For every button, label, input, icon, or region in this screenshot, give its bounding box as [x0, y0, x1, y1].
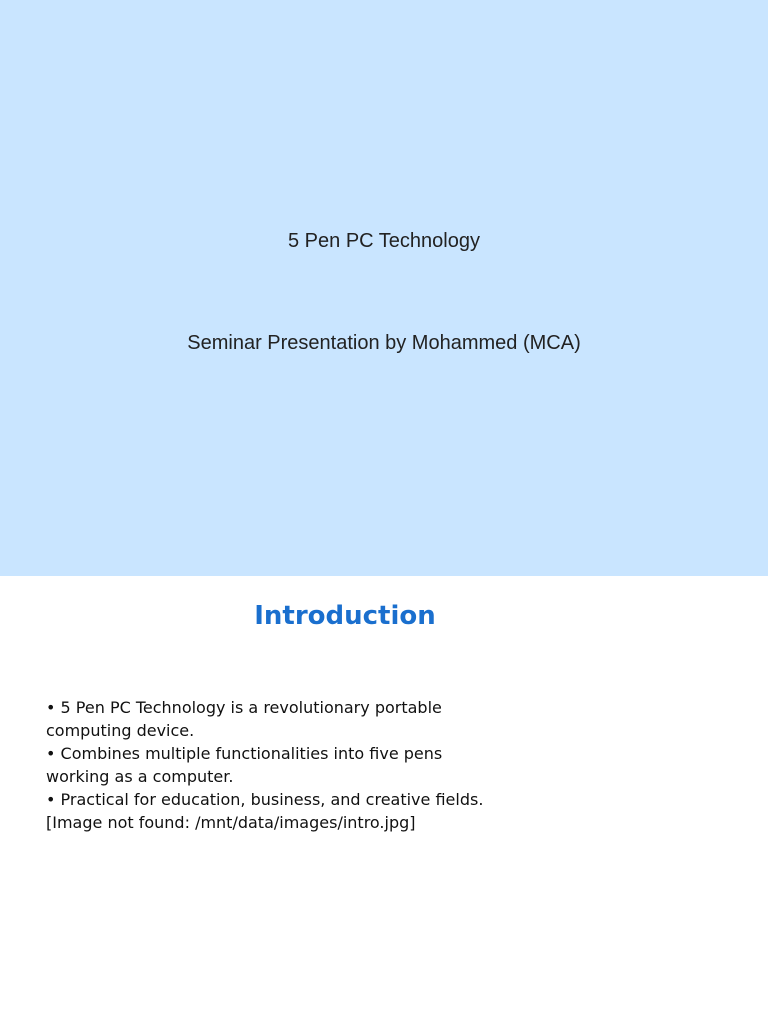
slide-heading: Introduction: [254, 601, 436, 631]
bullet-item: • Practical for education, business, and creative fields.: [46, 790, 484, 809]
slide-subtitle: Seminar Presentation by Mohammed (MCA): [187, 332, 581, 354]
bullet-item: • 5 Pen PC Technology is a revolutionary portable computing device.: [46, 698, 447, 740]
bullet-item: • Combines multiple functionalities into five pens working as a computer.: [46, 744, 448, 786]
image-placeholder-note: [Image not found: /mnt/data/images/intro.jpg]: [46, 813, 416, 832]
introduction-slide: [0, 576, 768, 1024]
slide-body: [46, 696, 486, 834]
slide-title: 5 Pen PC Technology: [288, 230, 480, 252]
